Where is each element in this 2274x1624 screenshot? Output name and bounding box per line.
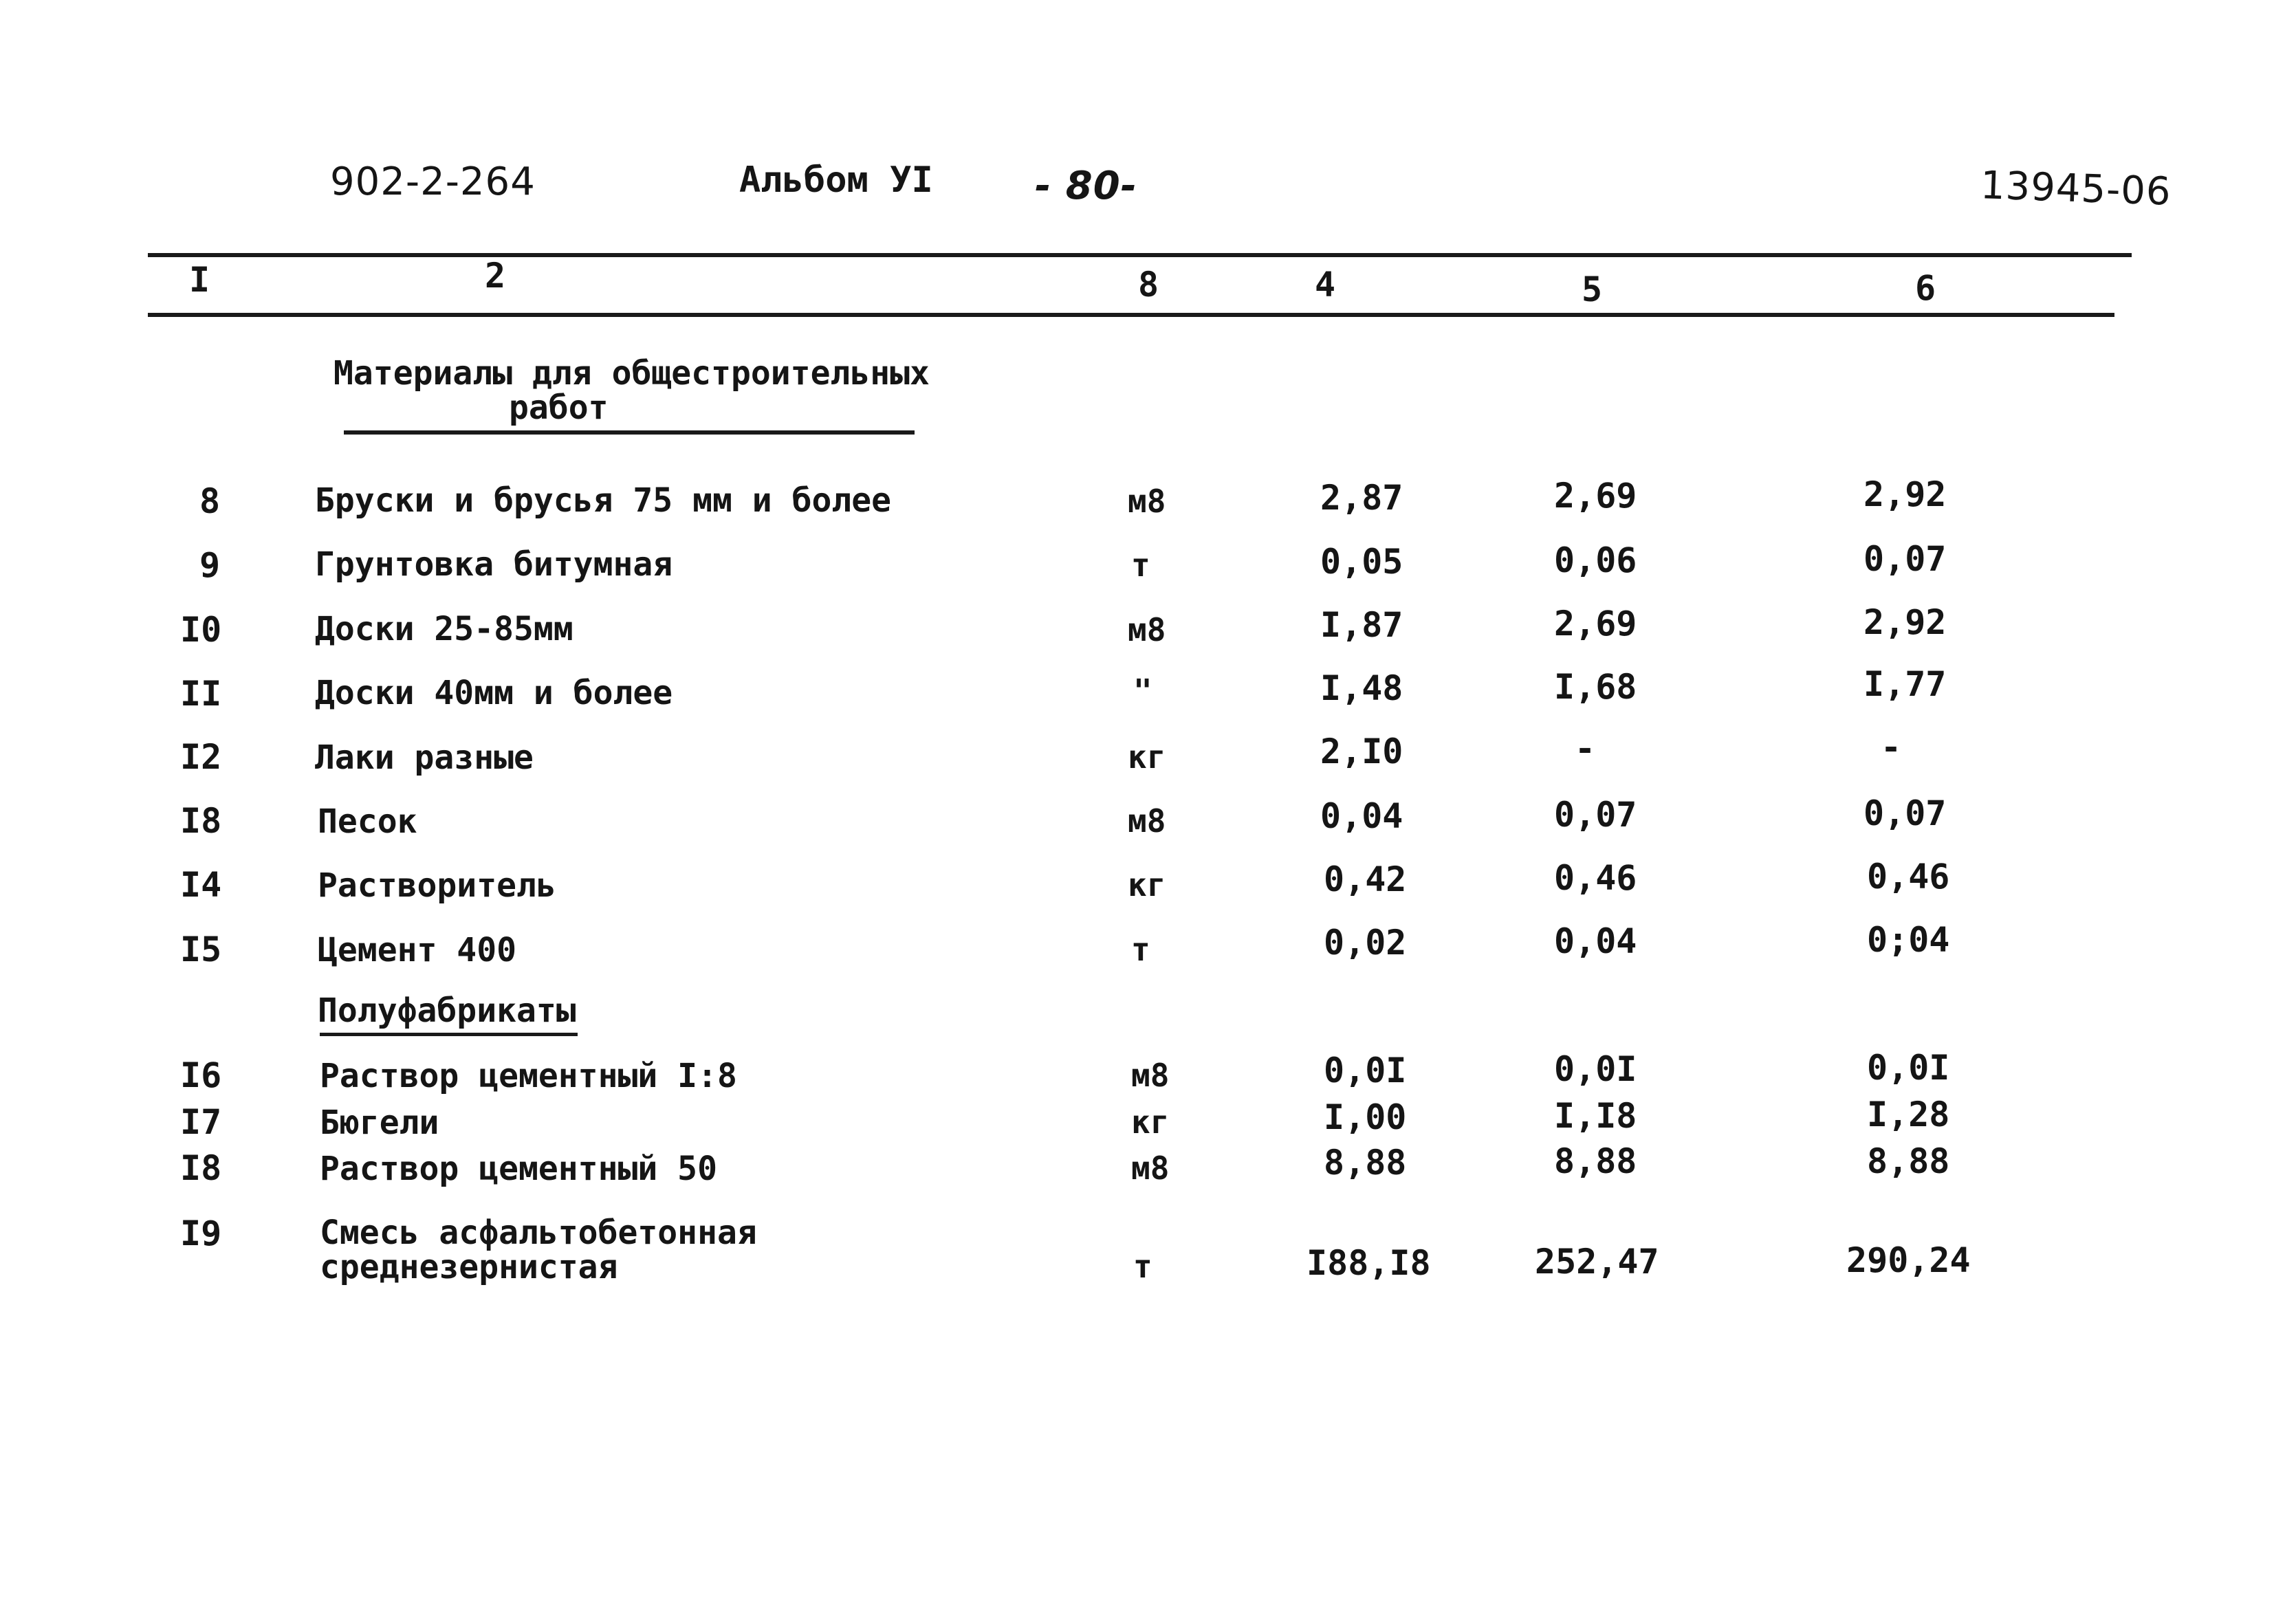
row-number: I7 <box>180 1102 222 1142</box>
unit: " <box>1133 672 1152 710</box>
value-col6: 0,07 <box>1863 539 1947 579</box>
value-col4: I,48 <box>1320 668 1403 708</box>
material-name-line2: среднезернистая <box>320 1248 618 1286</box>
value-col6: - <box>1881 727 1902 767</box>
value-col5: I,68 <box>1554 667 1637 707</box>
unit: м8 <box>1128 802 1166 840</box>
value-col6: I,77 <box>1863 664 1947 704</box>
value-col4: 0,42 <box>1324 859 1407 899</box>
row-number: I6 <box>180 1055 222 1095</box>
material-name: Доски 25-85мм <box>315 610 573 648</box>
value-col4: I,87 <box>1320 605 1403 645</box>
material-name: Раствор цементный 50 <box>320 1150 717 1188</box>
material-name: Цемент 400 <box>318 931 516 969</box>
value-col4: 0,02 <box>1324 923 1407 963</box>
section-title: Полуфабрикаты <box>318 991 576 1030</box>
material-name: Растворитель <box>318 866 556 905</box>
value-col4: I,00 <box>1324 1097 1407 1137</box>
row-number: 8 <box>199 481 221 521</box>
value-col6: 2,92 <box>1863 474 1947 514</box>
value-col6: 8,88 <box>1867 1141 1950 1181</box>
column-header-6: 6 <box>1915 268 1936 308</box>
value-col4: 8,88 <box>1324 1143 1407 1183</box>
value-col5: 0,0I <box>1554 1049 1637 1089</box>
value-col4: 0,04 <box>1320 796 1403 836</box>
value-col4: 2,87 <box>1320 478 1403 518</box>
row-number: I5 <box>180 930 222 969</box>
material-name: Доски 40мм и более <box>315 674 673 712</box>
row-number: I2 <box>180 737 222 777</box>
material-name-line1: Смесь асфальтобетонная <box>320 1214 757 1252</box>
table-top-rule <box>148 253 2132 257</box>
section-title-line2: работ <box>509 388 609 427</box>
row-number: I0 <box>180 610 222 650</box>
material-name: Песок <box>318 802 417 841</box>
value-col4: 0,0I <box>1324 1051 1407 1090</box>
value-col5: 2,69 <box>1554 604 1637 644</box>
unit: м8 <box>1131 1057 1170 1094</box>
material-name: Бруски и брусья 75 мм и более <box>315 481 892 520</box>
unit: кг <box>1131 1104 1170 1141</box>
value-col5: I,I8 <box>1554 1096 1637 1136</box>
table-header-rule <box>148 313 2114 317</box>
value-col5: 252,47 <box>1535 1242 1659 1282</box>
column-header-5: 5 <box>1582 270 1603 309</box>
value-col6: 290,24 <box>1846 1240 1971 1280</box>
value-col4: 2,I0 <box>1320 732 1403 771</box>
unit: м8 <box>1128 611 1166 648</box>
value-col5: 0,06 <box>1554 540 1637 580</box>
value-col5: - <box>1575 729 1596 769</box>
row-number: 9 <box>199 545 221 585</box>
value-col6: 2,92 <box>1863 602 1947 642</box>
material-name: Бюгели <box>320 1104 439 1142</box>
unit: м8 <box>1128 483 1166 520</box>
album-label: Альбом УI <box>739 160 933 201</box>
unit: кг <box>1128 866 1166 903</box>
row-number: I8 <box>180 801 222 841</box>
material-name: Грунтовка битумная <box>315 545 673 584</box>
unit: т <box>1131 931 1150 968</box>
unit: т <box>1131 547 1150 584</box>
value-col6: 0;04 <box>1867 920 1950 960</box>
unit: кг <box>1128 738 1166 776</box>
page-number: - 80- <box>1035 164 1137 208</box>
row-number: I9 <box>180 1214 222 1253</box>
section-title-underline <box>344 430 915 435</box>
value-col4: I88,I8 <box>1307 1243 1431 1283</box>
unit: т <box>1133 1248 1152 1285</box>
value-col5: 0,46 <box>1554 858 1637 898</box>
column-header-4: 4 <box>1315 265 1336 305</box>
value-col4: 0,05 <box>1320 542 1403 582</box>
column-header-3: 8 <box>1138 265 1159 305</box>
row-number: I8 <box>180 1148 222 1188</box>
section-title-underline <box>320 1033 578 1036</box>
document-code: 902-2-264 <box>330 160 536 204</box>
row-number: I4 <box>180 865 222 905</box>
value-col5: 2,69 <box>1554 476 1637 516</box>
row-number: II <box>180 674 222 714</box>
section-title-line1: Материалы для общестроительных <box>334 354 930 393</box>
material-name: Лаки разные <box>315 738 534 777</box>
value-col6: 0,0I <box>1867 1048 1950 1088</box>
value-col5: 8,88 <box>1554 1141 1637 1181</box>
column-header-2: 2 <box>485 256 506 296</box>
value-col6: 0,46 <box>1867 857 1950 897</box>
material-name: Раствор цементный I:8 <box>320 1057 737 1095</box>
value-col5: 0,07 <box>1554 795 1637 835</box>
unit: м8 <box>1131 1150 1170 1187</box>
value-col5: 0,04 <box>1554 921 1637 961</box>
value-col6: I,28 <box>1867 1095 1950 1134</box>
value-col6: 0,07 <box>1863 793 1947 833</box>
archive-number: 13945-06 <box>1979 163 2172 215</box>
column-header-1: I <box>189 260 210 300</box>
